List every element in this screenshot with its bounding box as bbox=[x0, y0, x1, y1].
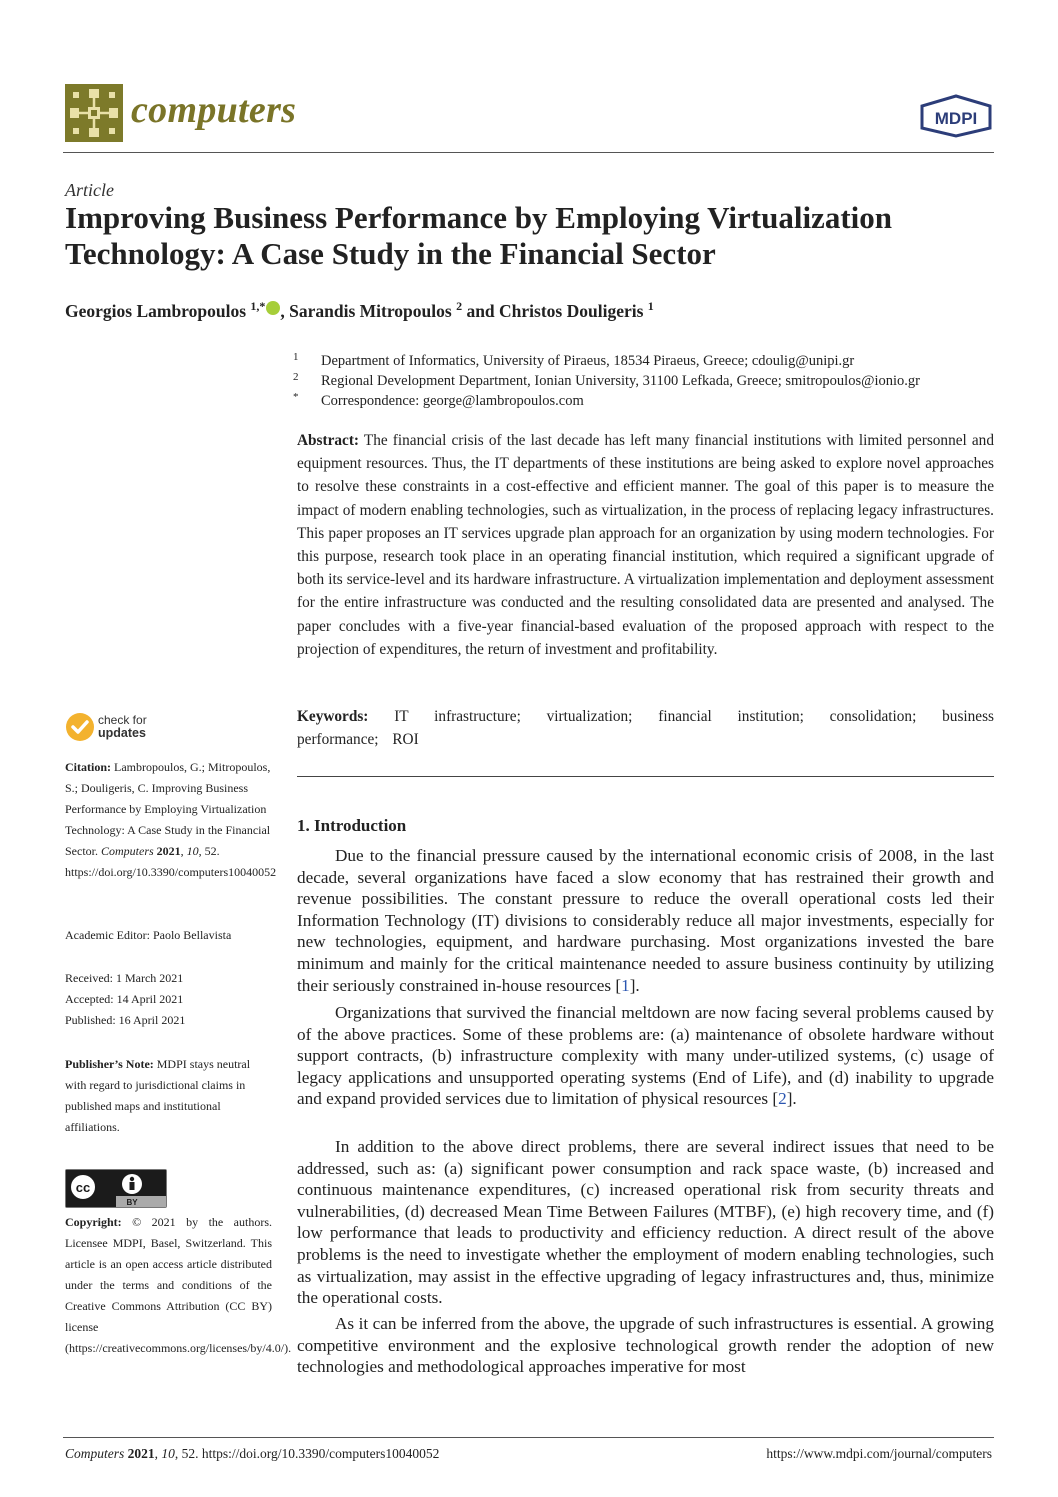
paragraph-text: Due to the financial pressure caused by the international economic crisis of 2008, in the last decade, several organizations have faced a slow economy that has restrained their growth and revenue possibilities. The constant pressure to reduce the overall operational costs led their Information Technology (IT) divisions to considerably reduce all major investments, especially for new technologies, equipment, and hardware purchasing. Most organizations invested the bare minimum and mainly for the critical maintenance needed to assure business continuity by utilizing their seriously constrained in-house resources [ bbox=[297, 846, 994, 995]
check-updates-badge[interactable] bbox=[65, 712, 95, 747]
copyright-text: © 2021 by the authors. Licensee MDPI, Basel, Switzerland. This article is an open access article distributed under the terms and conditions of the Creative Commons Attribution (CC BY) license (https://creativecommons.org/licenses/by/4.0/). bbox=[65, 1215, 292, 1355]
paragraph-text: In addition to the above direct problems, there are several indirect issues that need to be addressed, such as: (a) significant power consumption and rack space waste, (b) increased and continuous maintenance expenditures, (c) increased operational risk from security threats and vulnerabilities, (d) decreased Mean Time Between Failures (MTBF), (e) high recovery time, and (f) low performance that leads to productivity and efficiency reduction. A direct result of the above problems is the need to investigate whether the employment of modern enabling technologies, such as virtualization, may assist in the effective upgrading of legacy infrastructures and, thus, minimize the operational costs. bbox=[297, 1137, 994, 1308]
paper-title: Improving Business Performance by Employing Virtualization Technology: A Case Study in the Financial Sector bbox=[65, 200, 892, 271]
article-type: Article bbox=[65, 180, 114, 200]
network-icon bbox=[65, 84, 123, 142]
header-rule bbox=[63, 152, 994, 153]
citation-doi[interactable]: , 52. https://doi.org/10.3390/computers10040052 bbox=[65, 844, 277, 879]
mdpi-logo bbox=[918, 94, 994, 143]
journal-name: computers bbox=[131, 89, 297, 131]
citation-volume: 10 bbox=[186, 844, 199, 858]
cc-by-license-badge[interactable] bbox=[65, 1169, 167, 1208]
journal-logo bbox=[65, 84, 123, 142]
section-rule bbox=[297, 776, 994, 777]
footer-citation: Computers 2021, 10, 52. https://doi.org/10.3390/computers10040052 bbox=[65, 1446, 440, 1461]
affiliation-mark: 1 bbox=[293, 351, 299, 363]
footer-doi[interactable]: , 52. https://doi.org/10.3390/computers10040052 bbox=[174, 1446, 440, 1461]
published-date: Published: 16 April 2021 bbox=[65, 1013, 186, 1027]
orcid-icon[interactable] bbox=[266, 301, 280, 315]
footer-rule bbox=[63, 1437, 994, 1438]
citation-text: Lambropoulos, G.; Mitropoulos, S.; Douligeris, C. Improving Business Performance by Employing Virtualization Technology: A Case Study in the Financial Sector. bbox=[65, 760, 271, 858]
author-affil-mark: 2 bbox=[456, 299, 463, 313]
author-list bbox=[65, 299, 654, 322]
footer-journal-url[interactable]: https://www.mdpi.com/journal/computers bbox=[766, 1446, 992, 1461]
footer-year: 2021 bbox=[127, 1446, 155, 1461]
author-separator: and bbox=[462, 300, 500, 321]
author-name[interactable]: Sarandis Mitropoulos bbox=[289, 300, 452, 321]
check-icon bbox=[65, 712, 95, 742]
keywords bbox=[297, 705, 994, 751]
affiliation-mark: 2 bbox=[293, 371, 299, 383]
academic-editor: Academic Editor: Paolo Bellavista bbox=[65, 928, 232, 942]
paragraph bbox=[297, 1002, 994, 1110]
author-name[interactable]: Christos Douligeris bbox=[499, 300, 644, 321]
check-updates-label[interactable] bbox=[98, 714, 147, 740]
paragraph-text: Organizations that survived the financial meltdown are now facing several problems caused by of the above practices. Some of these problems are: (a) maintenance of obsolete hardware without support contracts, (b) infrastructure complexity with many under-utilized systems, (c) usage of legacy applications and unsupported operating systems (End of Life), and (d) inability to upgrade and expand provided services due to limitation of physical resources [ bbox=[297, 1003, 994, 1109]
citation-journal: Computers bbox=[101, 844, 154, 858]
paragraph-text-tail: ]. bbox=[629, 975, 640, 995]
citation-year: 2021 bbox=[156, 844, 181, 858]
author-affil-mark: 1 bbox=[647, 299, 654, 313]
affiliation-mark: * bbox=[293, 391, 299, 403]
accepted-date: Accepted: 14 April 2021 bbox=[65, 992, 184, 1006]
reference-link[interactable]: 1 bbox=[621, 975, 630, 995]
abstract bbox=[297, 429, 994, 661]
affiliation-text: Regional Development Department, Ionian University, 31100 Lefkada, Greece; smitropoulos@ionio.gr bbox=[321, 373, 920, 389]
svg-text:BY: BY bbox=[126, 1198, 138, 1207]
footer-journal: Computers bbox=[65, 1446, 125, 1461]
author-affil-mark: 1,* bbox=[250, 299, 266, 313]
paragraph-text: As it can be inferred from the above, the upgrade of such infrastructures is essential. A growing competitive environment and the explosive technological growth render the adoption of new technologies and methodological approaches imperative for most bbox=[297, 1314, 994, 1377]
section-heading: 1. Introduction bbox=[297, 816, 407, 835]
author-name[interactable]: Georgios Lambropoulos bbox=[65, 300, 247, 321]
paragraph-text-tail: ]. bbox=[786, 1089, 797, 1109]
keywords-text: IT infrastructure; virtualization; financial institution; consolidation; business performance; ROI bbox=[297, 708, 994, 749]
citation-label: Citation: bbox=[65, 760, 111, 774]
publishers-note-label: Publisher’s Note: bbox=[65, 1057, 154, 1071]
mdpi-text: MDPI bbox=[934, 109, 978, 128]
paragraph bbox=[297, 1313, 994, 1378]
svg-text:cc: cc bbox=[75, 1180, 91, 1195]
abstract-label: Abstract: bbox=[297, 432, 360, 449]
keywords-label: Keywords: bbox=[297, 708, 369, 725]
received-date: Received: 1 March 2021 bbox=[65, 971, 184, 985]
check-updates-line2: updates bbox=[98, 726, 146, 740]
publishers-note-text: MDPI stays neutral with regard to jurisdictional claims in published maps and institutional affiliations. bbox=[65, 1057, 251, 1134]
affiliation-text: Department of Informatics, University of Piraeus, 18534 Piraeus, Greece; cdoulig@unipi.gr bbox=[321, 353, 855, 369]
check-updates-line1: check for bbox=[98, 713, 147, 727]
copyright-block bbox=[65, 1212, 292, 1359]
abstract-text: The financial crisis of the last decade has left many financial institutions with limited personnel and equipment resources. Thus, the IT departments of these institutions are being asked to explore novel approaches to resolve these constraints in a cost-effective and efficient manner. The goal of this paper is to measure the impact of modern enabling technologies, such as virtualization, in the process of replacing legacy infrastructures. This paper proposes an IT services upgrade plan approach for an organization by using modern technologies. For this purpose, research took place in an operating financial institution, which required a significant upgrade of both its service-level and its hardware infrastructure. A virtualization implementation and deployment assessment for the entire infrastructure was conducted and the resulting consolidated data are presented and analysed. The paper concludes with a five-year financial-based evaluation of the proposed approach with respect to the projection of expenditures, the return of investment and profitability. bbox=[297, 432, 994, 658]
affiliation-text: Correspondence: george@lambropoulos.com bbox=[321, 393, 584, 409]
copyright-label: Copyright: bbox=[65, 1215, 122, 1229]
citation-block: Citation: Lambropoulos, G.; Mitropoulos, S.; Douligeris, C. Improving Business Performance by Employing Virtualization Technology: A Case Study in the Financial Sector. Computers 2021, 10, 52. https://doi.org/10.3390/computers10040052 bbox=[65, 760, 277, 879]
footer-volume: 10 bbox=[161, 1446, 175, 1461]
paragraph bbox=[297, 845, 994, 996]
reference-link[interactable]: 2 bbox=[778, 1089, 787, 1109]
paragraph bbox=[297, 1136, 994, 1309]
publishers-note bbox=[65, 1054, 272, 1138]
author-separator: , bbox=[280, 300, 290, 321]
